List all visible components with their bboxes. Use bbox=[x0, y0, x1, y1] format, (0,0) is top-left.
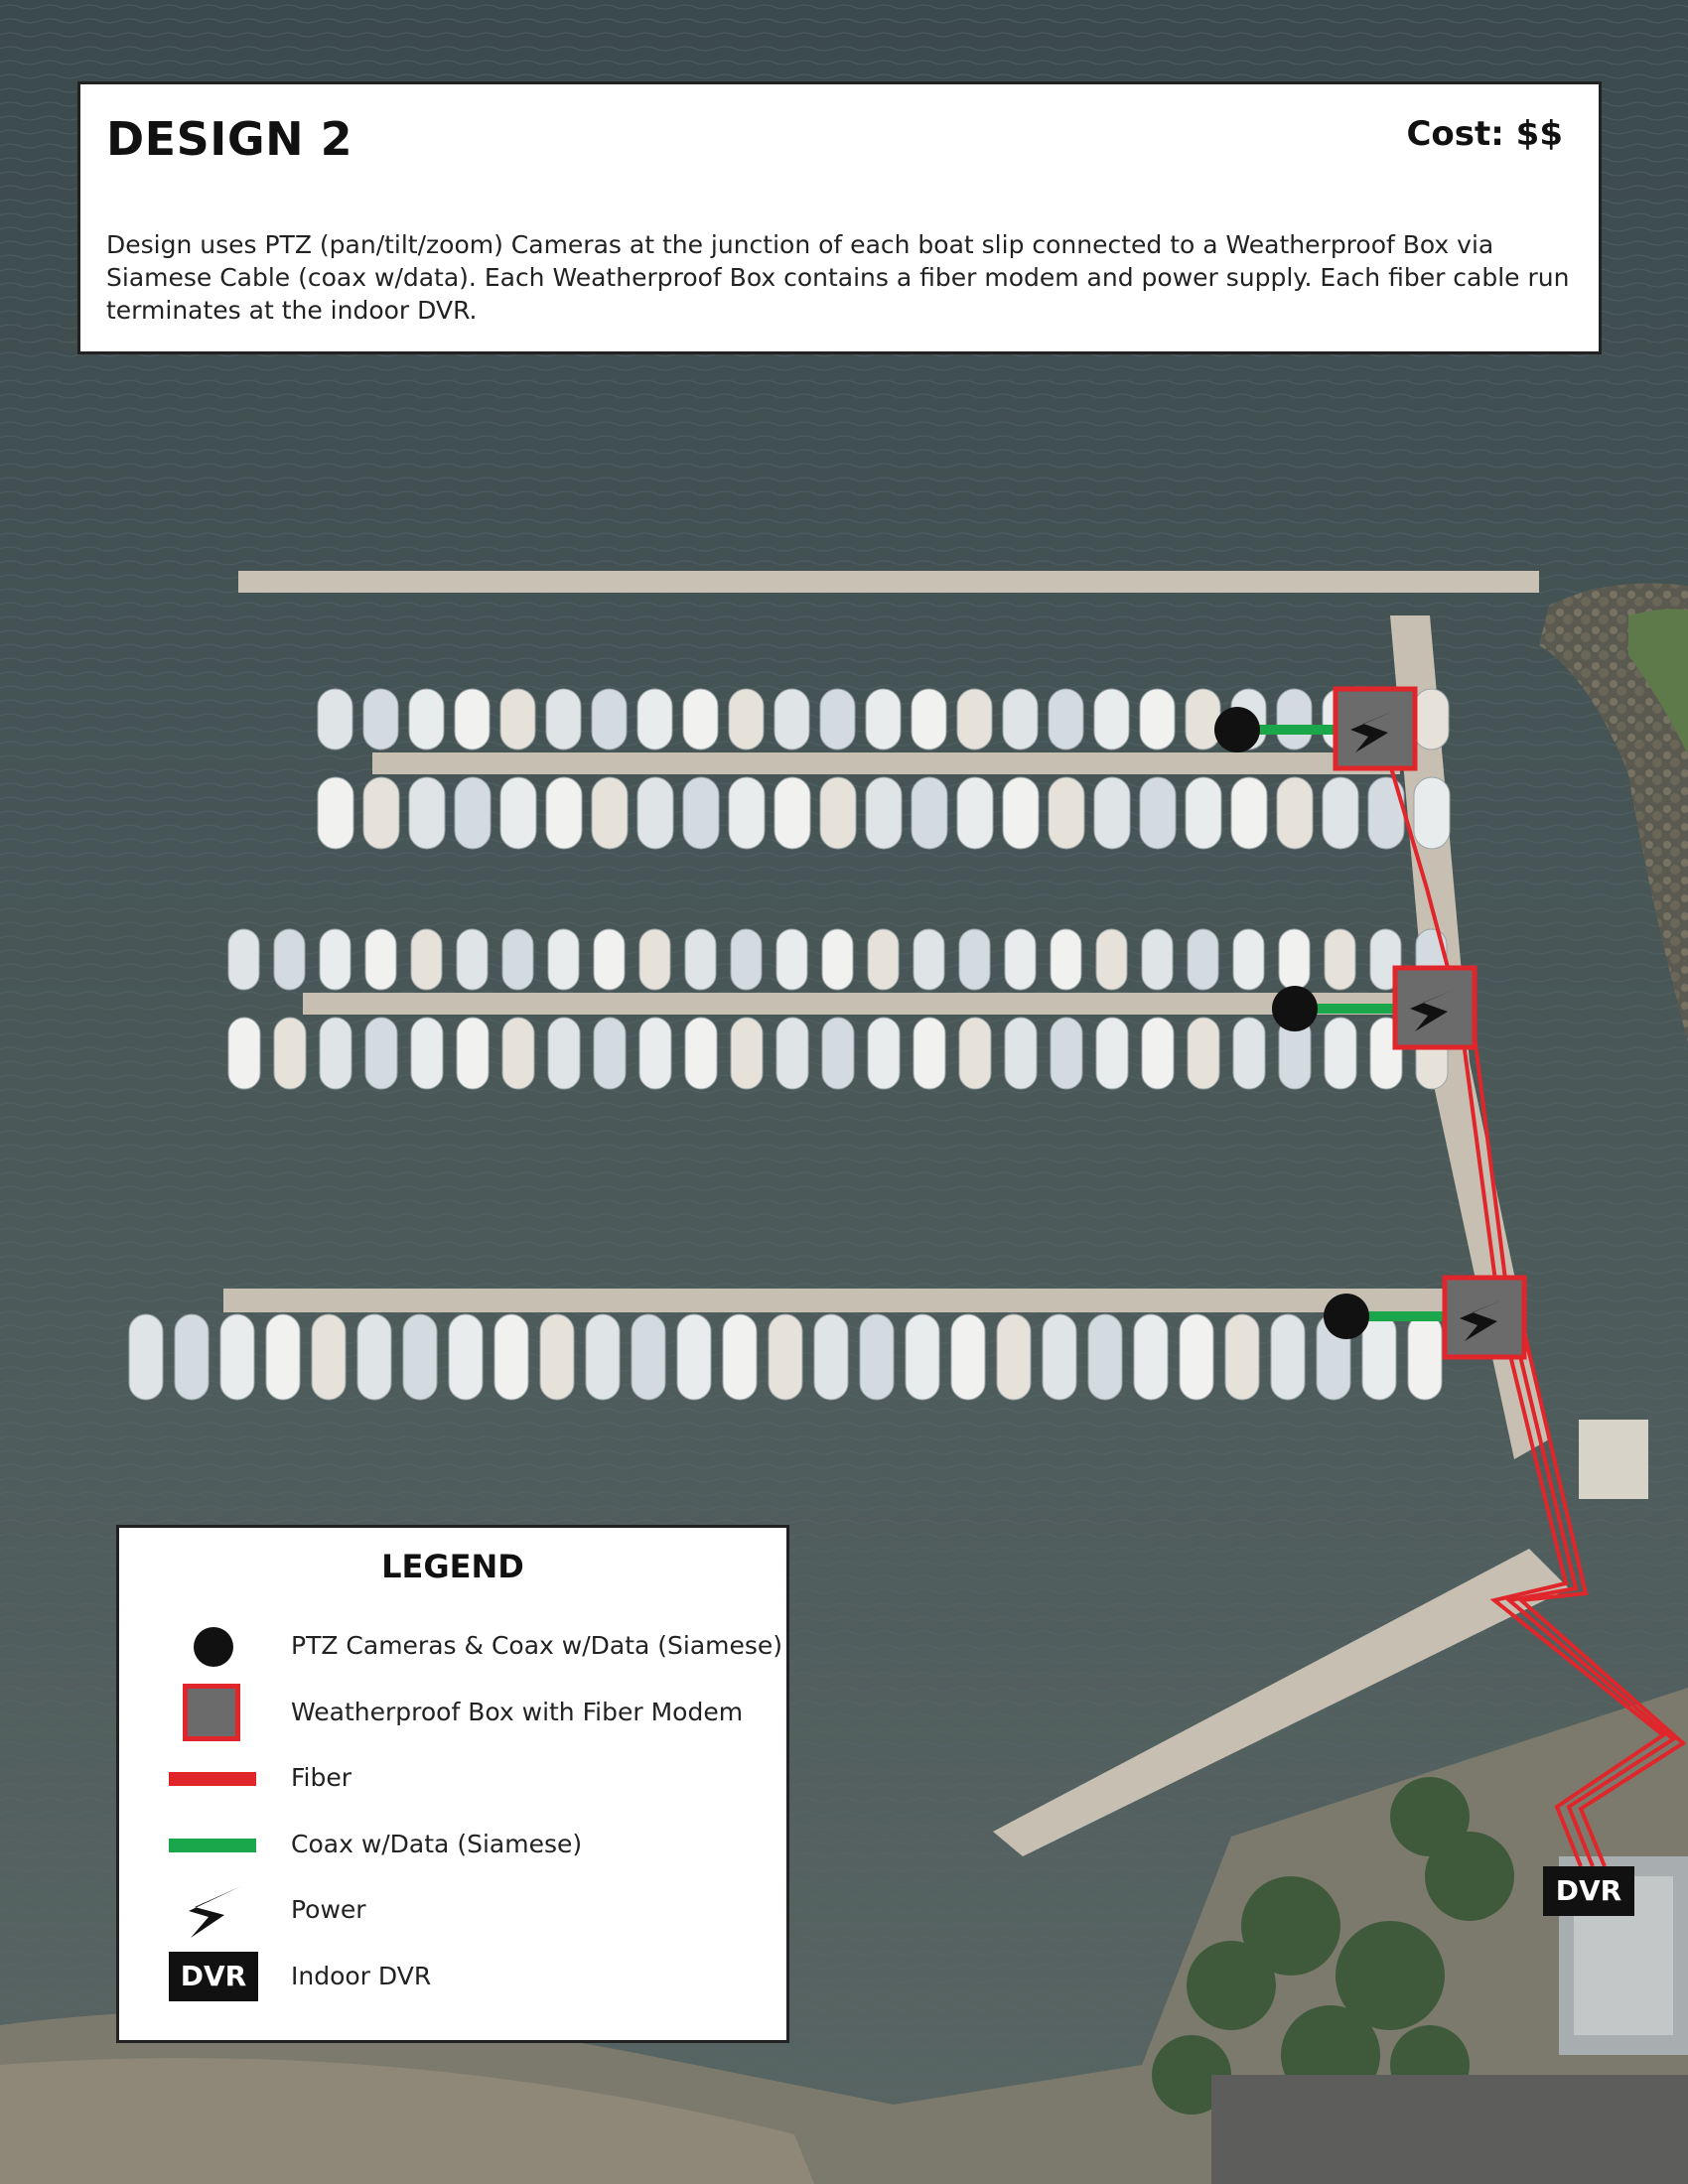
boat bbox=[1140, 689, 1175, 750]
legend-item-weatherproof-box bbox=[119, 1684, 786, 1743]
boat bbox=[540, 1314, 574, 1400]
legend-item-power bbox=[119, 1881, 786, 1941]
boat bbox=[860, 1314, 894, 1400]
design-header-panel bbox=[77, 81, 1602, 354]
boat bbox=[685, 1018, 717, 1089]
boat bbox=[776, 929, 807, 990]
boat bbox=[1096, 1018, 1128, 1089]
boat bbox=[500, 689, 535, 750]
boat bbox=[266, 1314, 300, 1400]
boat bbox=[912, 777, 947, 849]
boat bbox=[455, 777, 491, 849]
legend-label: Power bbox=[291, 1895, 366, 1924]
boat bbox=[320, 1018, 352, 1089]
boat bbox=[129, 1314, 163, 1400]
floating-dock bbox=[1579, 1420, 1648, 1499]
boat bbox=[683, 777, 719, 849]
boat bbox=[1140, 777, 1176, 849]
boat bbox=[1134, 1314, 1168, 1400]
fiber-line-icon bbox=[169, 1749, 258, 1809]
boat bbox=[637, 689, 672, 750]
boat bbox=[639, 929, 670, 990]
boat bbox=[1408, 1314, 1442, 1400]
boat bbox=[997, 1314, 1031, 1400]
boat bbox=[592, 689, 627, 750]
boat bbox=[411, 1018, 443, 1089]
boat bbox=[592, 777, 628, 849]
boat bbox=[1180, 1314, 1213, 1400]
weatherproof-box bbox=[1336, 689, 1415, 768]
weatherproof-box bbox=[1395, 968, 1475, 1047]
boat bbox=[548, 929, 579, 990]
indoor-dvr-marker: DVR bbox=[1543, 1866, 1634, 1916]
boat bbox=[1088, 1314, 1122, 1400]
boat bbox=[312, 1314, 346, 1400]
boat bbox=[951, 1314, 985, 1400]
boat bbox=[1325, 929, 1355, 990]
boat bbox=[403, 1314, 437, 1400]
boat bbox=[866, 689, 901, 750]
boat bbox=[914, 1018, 945, 1089]
camera-dot-icon bbox=[169, 1617, 258, 1677]
boat bbox=[723, 1314, 757, 1400]
dvr-tag-icon bbox=[169, 1948, 258, 2007]
boat bbox=[774, 689, 809, 750]
boat bbox=[1142, 929, 1173, 990]
legend-label: Coax w/Data (Siamese) bbox=[291, 1830, 583, 1858]
boat bbox=[1225, 1314, 1259, 1400]
boat bbox=[1277, 777, 1313, 849]
legend-label: PTZ Cameras & Coax w/Data (Siamese) bbox=[291, 1631, 783, 1660]
boat bbox=[1049, 777, 1084, 849]
boat bbox=[457, 929, 488, 990]
boat bbox=[1414, 689, 1449, 750]
boat bbox=[729, 777, 765, 849]
legend-item-dvr bbox=[119, 1948, 786, 2007]
legend-label: Weatherproof Box with Fiber Modem bbox=[291, 1698, 744, 1726]
boat bbox=[959, 929, 990, 990]
boat bbox=[632, 1314, 665, 1400]
boat bbox=[769, 1314, 802, 1400]
boat bbox=[318, 777, 353, 849]
boat bbox=[357, 1314, 391, 1400]
boat bbox=[906, 1314, 939, 1400]
legend-title: LEGEND bbox=[381, 1548, 524, 1585]
legend-label: Indoor DVR bbox=[291, 1962, 432, 1990]
boat bbox=[1277, 689, 1312, 750]
boat bbox=[594, 929, 625, 990]
breakwater bbox=[238, 571, 1539, 593]
boat bbox=[546, 777, 582, 849]
boat bbox=[677, 1314, 711, 1400]
boat bbox=[502, 1018, 534, 1089]
boat bbox=[363, 689, 398, 750]
boat bbox=[774, 777, 810, 849]
boat bbox=[455, 689, 490, 750]
legend-item-coax bbox=[119, 1816, 786, 1875]
boat bbox=[1188, 929, 1218, 990]
boat bbox=[1094, 689, 1129, 750]
ptz-camera bbox=[1272, 986, 1318, 1031]
boat bbox=[1003, 689, 1038, 750]
page-title: DESIGN 2 bbox=[106, 112, 353, 166]
boat bbox=[814, 1314, 848, 1400]
legend-item-camera bbox=[119, 1617, 786, 1677]
boat bbox=[1362, 1314, 1396, 1400]
boat bbox=[1231, 777, 1267, 849]
ptz-camera bbox=[1214, 707, 1260, 752]
parking-lot bbox=[1211, 2075, 1688, 2184]
boat bbox=[1233, 929, 1264, 990]
boat bbox=[175, 1314, 209, 1400]
boat bbox=[822, 1018, 854, 1089]
boat bbox=[502, 929, 533, 990]
boat bbox=[637, 777, 673, 849]
boat bbox=[1049, 689, 1083, 750]
boat bbox=[228, 929, 259, 990]
boat bbox=[546, 689, 581, 750]
boat bbox=[912, 689, 946, 750]
boat bbox=[594, 1018, 626, 1089]
boat bbox=[548, 1018, 580, 1089]
boat bbox=[685, 929, 716, 990]
boat bbox=[731, 1018, 763, 1089]
boat bbox=[866, 777, 902, 849]
boat bbox=[820, 689, 855, 750]
boat bbox=[1096, 929, 1127, 990]
boat bbox=[409, 777, 445, 849]
boat bbox=[1051, 929, 1081, 990]
dock-3 bbox=[223, 1289, 1494, 1312]
coax-line-icon bbox=[169, 1816, 258, 1875]
boat bbox=[1094, 777, 1130, 849]
legend-label: Fiber bbox=[291, 1763, 352, 1792]
boat bbox=[320, 929, 351, 990]
boat bbox=[220, 1314, 254, 1400]
boat bbox=[1325, 1018, 1356, 1089]
boat bbox=[1005, 929, 1036, 990]
boat bbox=[776, 1018, 808, 1089]
boat bbox=[1186, 777, 1221, 849]
boat bbox=[820, 777, 856, 849]
boat bbox=[274, 929, 305, 990]
weatherproof-box-icon bbox=[169, 1684, 258, 1743]
legend-item-fiber bbox=[119, 1749, 786, 1809]
boat bbox=[363, 777, 399, 849]
boat bbox=[449, 1314, 483, 1400]
boat bbox=[1142, 1018, 1174, 1089]
boat bbox=[409, 689, 444, 750]
boat bbox=[228, 1018, 260, 1089]
boat bbox=[1051, 1018, 1082, 1089]
boat bbox=[365, 1018, 397, 1089]
boat bbox=[274, 1018, 306, 1089]
boat bbox=[868, 1018, 900, 1089]
boat bbox=[1271, 1314, 1305, 1400]
boat bbox=[318, 689, 352, 750]
cost-label: Cost: $$ bbox=[1406, 114, 1563, 154]
boat bbox=[586, 1314, 620, 1400]
dock-1 bbox=[372, 752, 1400, 774]
boat bbox=[914, 929, 944, 990]
legend-panel bbox=[116, 1525, 789, 2043]
boat bbox=[1188, 1018, 1219, 1089]
boat bbox=[411, 929, 442, 990]
boat bbox=[957, 777, 993, 849]
boat bbox=[494, 1314, 528, 1400]
boat bbox=[1279, 929, 1310, 990]
weatherproof-box bbox=[1445, 1278, 1524, 1357]
boat bbox=[1003, 777, 1039, 849]
boat bbox=[683, 689, 718, 750]
boat bbox=[1323, 777, 1358, 849]
boat bbox=[500, 777, 536, 849]
boat bbox=[1186, 689, 1220, 750]
boat bbox=[731, 929, 762, 990]
boat bbox=[1005, 1018, 1037, 1089]
boat bbox=[957, 689, 992, 750]
boat bbox=[822, 929, 853, 990]
boat bbox=[1043, 1314, 1076, 1400]
boat bbox=[1414, 777, 1450, 849]
boat bbox=[639, 1018, 671, 1089]
boat bbox=[365, 929, 396, 990]
power-bolt-icon bbox=[169, 1881, 258, 1941]
boat bbox=[729, 689, 764, 750]
ptz-camera bbox=[1324, 1294, 1369, 1339]
boat bbox=[457, 1018, 489, 1089]
boat bbox=[868, 929, 899, 990]
dvr-tag: DVR bbox=[169, 1952, 258, 2001]
boat bbox=[1233, 1018, 1265, 1089]
design-description: Design uses PTZ (pan/tilt/zoom) Cameras at the junction of each boat slip connected to a Weatherproof Box via Siamese Cable (coax w/data). Each Weatherproof Box contains a fiber modem and power supply. Each fiber cable run terminates at the indoor DVR. bbox=[106, 230, 1570, 325]
boat bbox=[959, 1018, 991, 1089]
